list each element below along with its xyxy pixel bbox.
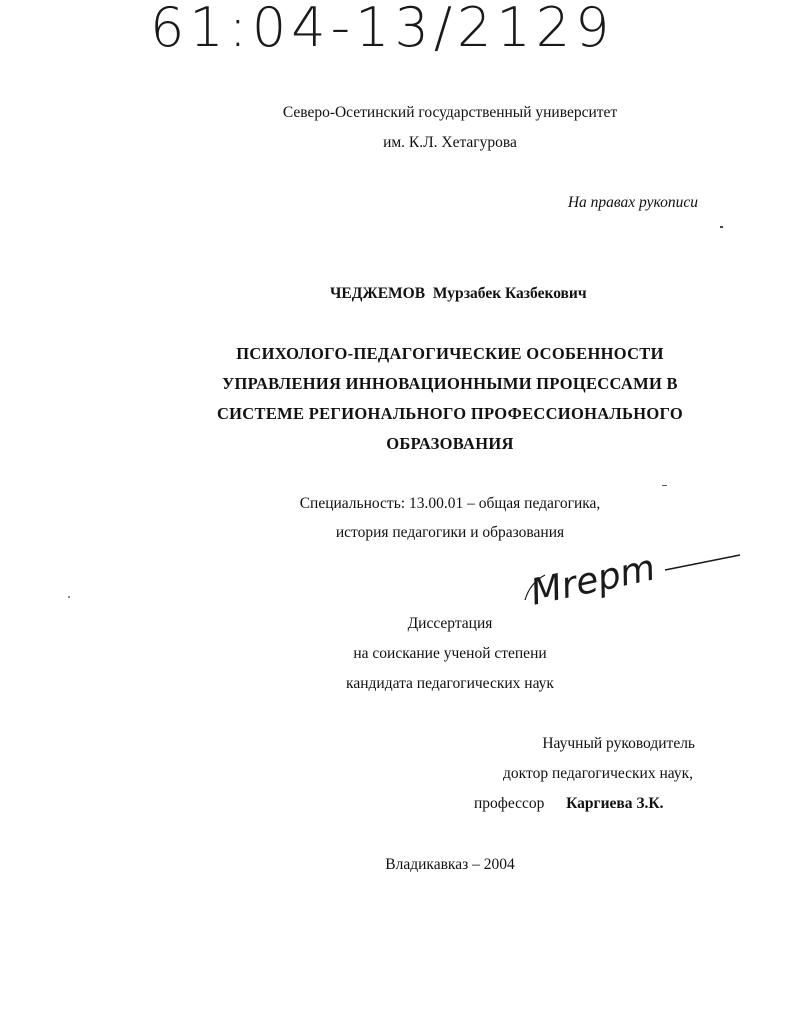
dissertation-title bbox=[0, 339, 793, 459]
university-name: Северо-Осетинский государственный университет bbox=[282, 104, 618, 121]
manuscript-note: На правах рукописи bbox=[567, 194, 698, 211]
title-line: СИСТЕМЕ РЕГИОНАЛЬНОГО ПРОФЕССИОНАЛЬНОГО bbox=[216, 404, 684, 423]
degree-line-2: на соискание ученой степени bbox=[353, 645, 547, 662]
supervisor-position-name bbox=[474, 789, 664, 819]
scan-speck bbox=[68, 596, 70, 598]
scan-speck bbox=[662, 485, 667, 486]
title-line: ОБРАЗОВАНИЯ bbox=[386, 434, 514, 453]
degree-line-3: кандидата педагогических наук bbox=[346, 675, 554, 692]
archive-number: 61:04-13/2129 bbox=[150, 0, 615, 59]
place-year: Владикавказ – 2004 bbox=[385, 856, 515, 873]
supervisor-position: профессор bbox=[474, 795, 545, 812]
supervisor-degree: доктор педагогических наук, bbox=[503, 765, 693, 782]
author-name bbox=[330, 279, 587, 309]
university-honorific: им. К.Л. Хетагурова bbox=[383, 134, 517, 151]
signature-stroke bbox=[500, 545, 750, 615]
title-line: ПСИХОЛОГО-ПЕДАГОГИЧЕСКИЕ ОСОБЕННОСТИ bbox=[236, 344, 664, 363]
author-surname: ЧЕДЖЕМОВ bbox=[330, 285, 426, 302]
supervisor-name: Каргиева З.К. bbox=[566, 795, 664, 812]
author-given-names: Мурзабек Казбекович bbox=[432, 285, 587, 302]
title-line: УПРАВЛЕНИЯ ИННОВАЦИОННЫМИ ПРОЦЕССАМИ В bbox=[222, 374, 678, 393]
supervisor-label: Научный руководитель bbox=[542, 735, 695, 752]
scan-speck bbox=[720, 226, 723, 228]
specialty-line-1: Специальность: 13.00.01 – общая педагогика, bbox=[299, 495, 601, 512]
specialty-line-2: история педагогики и образования bbox=[335, 524, 565, 541]
degree-line-1: Диссертация bbox=[407, 615, 493, 632]
signature: Mrepm bbox=[527, 547, 659, 614]
